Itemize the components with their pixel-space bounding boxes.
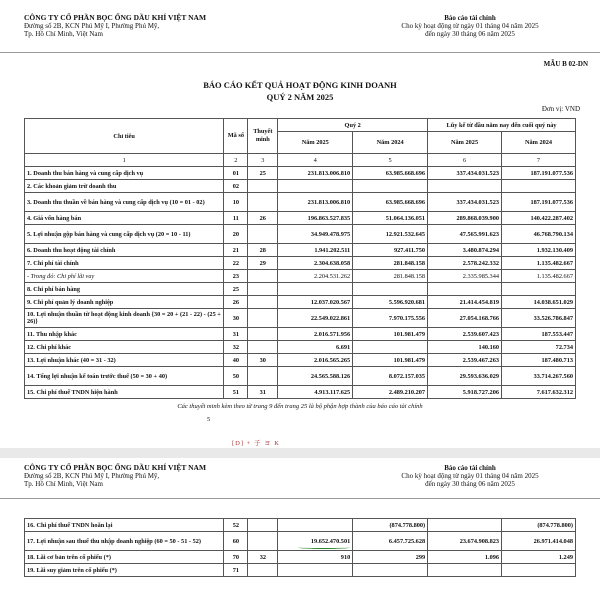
row-code: 60 xyxy=(224,532,248,551)
row-label: 3. Doanh thu thuần về bán hàng và cung cấp dịch vụ (10 = 01 - 02) xyxy=(25,193,224,212)
row-code: 71 xyxy=(224,564,248,577)
row-code: 02 xyxy=(224,180,248,193)
row-note xyxy=(248,270,278,283)
table-row xyxy=(25,212,576,225)
row-quarter-2025: 12.037.020.567 xyxy=(278,296,353,309)
row-ytd-2024: 7.617.632.312 xyxy=(502,386,576,399)
row-quarter-2025: 2.304.638.058 xyxy=(278,257,353,270)
row-quarter-2024: 63.985.668.696 xyxy=(353,167,428,180)
row-note xyxy=(248,193,278,212)
col-header-note: Thuyết minh xyxy=(248,119,278,154)
table-row xyxy=(25,519,576,532)
signature-stamp: [D] + 子 ヨ K xyxy=(232,440,280,447)
row-ytd-2024: 33.714.267.560 xyxy=(502,367,576,386)
col-index-5: 5 xyxy=(353,154,428,167)
table-row xyxy=(25,283,576,296)
row-code: 11 xyxy=(224,212,248,225)
row-label: 12. Chi phí khác xyxy=(25,341,224,354)
row-note: 29 xyxy=(248,257,278,270)
row-label: 19. Lãi suy giảm trên cổ phiếu (*) xyxy=(25,564,224,577)
row-note xyxy=(248,283,278,296)
col-index-6: 6 xyxy=(428,154,502,167)
table-row xyxy=(25,244,576,257)
row-quarter-2024: 6.457.725.628 xyxy=(353,532,428,551)
company-address-line-1-2: Đường số 2B, KCN Phú Mỹ I, Phường Phú Mỹ, xyxy=(24,472,160,480)
row-code: 22 xyxy=(224,257,248,270)
income-statement-table xyxy=(24,118,576,399)
row-code: 20 xyxy=(224,225,248,244)
period-line-1-2: Cho kỳ hoạt động từ ngày 01 tháng 04 năm 2025 xyxy=(401,472,539,480)
row-quarter-2025 xyxy=(278,283,353,296)
row-quarter-2025 xyxy=(278,519,353,532)
row-label: 5. Lợi nhuận gộp bán hàng và cung cấp dịch vụ (20 = 10 - 11) xyxy=(25,225,224,244)
row-ytd-2025: 1.096 xyxy=(428,551,502,564)
report-type-2: Báo cáo tài chính xyxy=(444,464,496,472)
row-quarter-2024: 101.981.479 xyxy=(353,328,428,341)
table-row xyxy=(25,180,576,193)
row-quarter-2025: 2.204.531.262 xyxy=(278,270,353,283)
row-code: 21 xyxy=(224,244,248,257)
row-quarter-2024: 2.489.210.207 xyxy=(353,386,428,399)
row-quarter-2024: 299 xyxy=(353,551,428,564)
table-row xyxy=(25,167,576,180)
col-header-ytd-2024: Năm 2024 xyxy=(502,132,576,154)
row-label: 15. Chi phí thuế TNDN hiện hành xyxy=(25,386,224,399)
row-ytd-2024: 187.553.447 xyxy=(502,328,576,341)
row-ytd-2025 xyxy=(428,564,502,577)
row-note xyxy=(248,564,278,577)
row-label: - Trong đó: Chi phí lãi vay xyxy=(25,270,224,283)
row-note xyxy=(248,328,278,341)
row-quarter-2024: 12.921.532.645 xyxy=(353,225,428,244)
row-ytd-2024: 14.038.651.029 xyxy=(502,296,576,309)
row-ytd-2025: 27.054.168.766 xyxy=(428,309,502,328)
row-ytd-2025: 289.868.039.900 xyxy=(428,212,502,225)
row-quarter-2025: 4.913.117.625 xyxy=(278,386,353,399)
row-label: 8. Chi phí bán hàng xyxy=(25,283,224,296)
company-header xyxy=(24,14,206,38)
row-quarter-2024: 281.848.158 xyxy=(353,270,428,283)
row-note: 26 xyxy=(248,212,278,225)
col-header-ytd: Lũy kế từ đầu năm nay đến cuối quý này xyxy=(428,119,576,132)
row-code: 10 xyxy=(224,193,248,212)
row-ytd-2025: 2.335.985.344 xyxy=(428,270,502,283)
col-header-q-2025: Năm 2025 xyxy=(278,132,353,154)
row-code: 23 xyxy=(224,270,248,283)
row-quarter-2025: 34.949.478.975 xyxy=(278,225,353,244)
row-label: 10. Lợi nhuận thuần từ hoạt động kinh doanh {30 = 20 + (21 - 22) - (25 + 26)} xyxy=(25,309,224,328)
row-quarter-2024 xyxy=(353,180,428,193)
row-quarter-2025: 2.016.571.956 xyxy=(278,328,353,341)
row-quarter-2024: 63.985.668.696 xyxy=(353,193,428,212)
company-address-line-2: Tp. Hồ Chí Minh, Việt Nam xyxy=(24,30,103,38)
row-ytd-2024: 1.135.482.667 xyxy=(502,257,576,270)
row-code: 25 xyxy=(224,283,248,296)
row-quarter-2025: 1.941.202.511 xyxy=(278,244,353,257)
row-ytd-2024: 187.480.713 xyxy=(502,354,576,367)
row-note xyxy=(248,532,278,551)
report-page-2 xyxy=(0,458,600,600)
table-row xyxy=(25,551,576,564)
row-ytd-2025: 140.160 xyxy=(428,341,502,354)
row-ytd-2025: 3.480.874.294 xyxy=(428,244,502,257)
row-ytd-2025: 337.434.031.523 xyxy=(428,167,502,180)
row-label: 13. Lợi nhuận khác (40 = 31 - 32) xyxy=(25,354,224,367)
row-ytd-2024: 140.422.287.402 xyxy=(502,212,576,225)
row-ytd-2024: 1.135.482.667 xyxy=(502,270,576,283)
row-ytd-2024 xyxy=(502,283,576,296)
row-code: 01 xyxy=(224,167,248,180)
row-label: 2. Các khoản giảm trừ doanh thu xyxy=(25,180,224,193)
row-code: 30 xyxy=(224,309,248,328)
row-note xyxy=(248,309,278,328)
row-note xyxy=(248,367,278,386)
row-ytd-2025 xyxy=(428,180,502,193)
row-quarter-2024: 281.848.158 xyxy=(353,257,428,270)
row-ytd-2024 xyxy=(502,180,576,193)
report-title: BÁO CÁO KẾT QUẢ HOẠT ĐỘNG KINH DOANH xyxy=(203,80,397,90)
row-quarter-2025 xyxy=(278,564,353,577)
form-code: MẪU B 02-DN xyxy=(543,60,588,68)
table-row xyxy=(25,354,576,367)
row-ytd-2025: 337.434.031.523 xyxy=(428,193,502,212)
row-label: 4. Giá vốn hàng bán xyxy=(25,212,224,225)
table-row xyxy=(25,367,576,386)
row-code: 40 xyxy=(224,354,248,367)
col-index-7: 7 xyxy=(502,154,576,167)
currency-unit: Đơn vị: VND xyxy=(541,105,580,113)
row-quarter-2024: 101.981.479 xyxy=(353,354,428,367)
table-row xyxy=(25,328,576,341)
row-ytd-2024: 46.768.790.134 xyxy=(502,225,576,244)
row-note: 30 xyxy=(248,354,278,367)
col-index-1: 1 xyxy=(25,154,224,167)
row-quarter-2025: 6.691 xyxy=(278,341,353,354)
row-quarter-2025: 196.863.527.835 xyxy=(278,212,353,225)
row-ytd-2024: 26.971.414.048 xyxy=(502,532,576,551)
col-index-3: 3 xyxy=(248,154,278,167)
row-quarter-2024: (874.778.800) xyxy=(353,519,428,532)
table-row xyxy=(25,257,576,270)
row-note xyxy=(248,341,278,354)
row-ytd-2024: 187.191.077.536 xyxy=(502,193,576,212)
row-note: 25 xyxy=(248,167,278,180)
table-row xyxy=(25,309,576,328)
row-code: 31 xyxy=(224,328,248,341)
table-row xyxy=(25,341,576,354)
page-number: 5 xyxy=(207,416,211,423)
company-name-2: CÔNG TY CỔ PHẦN BỌC ỐNG DẦU KHÍ VIỆT NAM xyxy=(24,463,207,472)
row-quarter-2024: 5.596.920.681 xyxy=(353,296,428,309)
row-code: 51 xyxy=(224,386,248,399)
row-note: 31 xyxy=(248,386,278,399)
row-code: 52 xyxy=(224,519,248,532)
row-quarter-2025: 2.016.565.265 xyxy=(278,354,353,367)
report-subtitle: QUÝ 2 NĂM 2025 xyxy=(266,92,334,102)
company-header-2 xyxy=(24,464,206,488)
company-address-line-2-2: Tp. Hồ Chí Minh, Việt Nam xyxy=(24,480,103,488)
row-ytd-2025: 29.593.636.029 xyxy=(428,367,502,386)
row-quarter-2024: 7.970.175.556 xyxy=(353,309,428,328)
row-ytd-2024: 72.734 xyxy=(502,341,576,354)
row-quarter-2025: 22.549.022.861 xyxy=(278,309,353,328)
col-header-code: Mã số xyxy=(224,119,248,154)
header-divider xyxy=(0,52,600,53)
row-note: 28 xyxy=(248,244,278,257)
company-address-line-1: Đường số 2B, KCN Phú Mỹ I, Phường Phú Mỹ, xyxy=(24,22,160,30)
row-label: 9. Chi phí quản lý doanh nghiệp xyxy=(25,296,224,309)
row-note: 32 xyxy=(248,551,278,564)
row-code: 50 xyxy=(224,367,248,386)
green-underline-annotation xyxy=(298,546,350,549)
row-ytd-2024: 187.191.077.536 xyxy=(502,167,576,180)
row-quarter-2024: 927.411.750 xyxy=(353,244,428,257)
row-ytd-2025: 2.539.607.423 xyxy=(428,328,502,341)
row-quarter-2024: 8.072.157.035 xyxy=(353,367,428,386)
table-row xyxy=(25,225,576,244)
row-ytd-2025: 21.414.454.819 xyxy=(428,296,502,309)
col-index-2: 2 xyxy=(224,154,248,167)
table-row xyxy=(25,296,576,309)
row-code: 26 xyxy=(224,296,248,309)
row-label: 17. Lợi nhuận sau thuế thu nhập doanh nghiệp (60 = 50 - 51 - 52) xyxy=(25,532,224,551)
row-ytd-2025: 2.539.467.263 xyxy=(428,354,502,367)
table-row xyxy=(25,386,576,399)
table-row xyxy=(25,193,576,212)
col-index-4: 4 xyxy=(278,154,353,167)
row-ytd-2024: 33.526.786.847 xyxy=(502,309,576,328)
row-label: 18. Lãi cơ bản trên cổ phiếu (*) xyxy=(25,551,224,564)
table-row xyxy=(25,564,576,577)
row-code: 70 xyxy=(224,551,248,564)
row-ytd-2025: 2.578.242.332 xyxy=(428,257,502,270)
row-ytd-2024: 1.932.130.409 xyxy=(502,244,576,257)
period-line-1: Cho kỳ hoạt động từ ngày 01 tháng 04 năm 2025 xyxy=(401,22,539,30)
row-note xyxy=(248,225,278,244)
row-quarter-2024 xyxy=(353,341,428,354)
col-header-item: Chỉ tiêu xyxy=(25,119,224,154)
row-quarter-2025: 231.813.006.810 xyxy=(278,167,353,180)
row-label: 14. Tổng lợi nhuận kế toán trước thuế (50 = 30 + 40) xyxy=(25,367,224,386)
report-period-header xyxy=(380,14,560,38)
report-period-header-2 xyxy=(380,464,560,488)
period-line-2-2: đến ngày 30 tháng 06 năm 2025 xyxy=(425,480,515,488)
row-label: 7. Chi phí tài chính xyxy=(25,257,224,270)
row-quarter-2025: 24.565.588.126 xyxy=(278,367,353,386)
row-quarter-2025: 19.652.470.501 xyxy=(278,532,353,551)
period-line-2: đến ngày 30 tháng 06 năm 2025 xyxy=(425,30,515,38)
row-ytd-2025 xyxy=(428,283,502,296)
row-quarter-2025 xyxy=(278,180,353,193)
col-header-quarter: Quý 2 xyxy=(278,119,428,132)
row-quarter-2025: 231.813.006.810 xyxy=(278,193,353,212)
row-quarter-2024: 51.064.136.051 xyxy=(353,212,428,225)
row-note xyxy=(248,180,278,193)
row-code: 32 xyxy=(224,341,248,354)
row-ytd-2024 xyxy=(502,564,576,577)
row-label: 11. Thu nhập khác xyxy=(25,328,224,341)
row-note xyxy=(248,296,278,309)
col-header-q-2024: Năm 2024 xyxy=(353,132,428,154)
report-type: Báo cáo tài chính xyxy=(444,14,496,22)
row-ytd-2024: 1.249 xyxy=(502,551,576,564)
row-quarter-2025: 910 xyxy=(278,551,353,564)
row-ytd-2025: 5.918.727.206 xyxy=(428,386,502,399)
header-divider-2 xyxy=(0,498,600,499)
row-note xyxy=(248,519,278,532)
row-ytd-2025: 47.565.991.623 xyxy=(428,225,502,244)
row-quarter-2024 xyxy=(353,564,428,577)
col-header-ytd-2025: Năm 2025 xyxy=(428,132,502,154)
footnote: Các thuyết minh kèm theo từ trang 9 đến trang 25 là bộ phận hợp thành của báo cáo tài chính xyxy=(177,403,423,410)
row-quarter-2024 xyxy=(353,283,428,296)
table-row xyxy=(25,270,576,283)
row-label: 16. Chi phí thuế TNDN hoãn lại xyxy=(25,519,224,532)
row-label: 6. Doanh thu hoạt động tài chính xyxy=(25,244,224,257)
row-label: 1. Doanh thu bán hàng và cung cấp dịch vụ xyxy=(25,167,224,180)
row-ytd-2025: 23.674.908.823 xyxy=(428,532,502,551)
company-name: CÔNG TY CỔ PHẦN BỌC ỐNG DẦU KHÍ VIỆT NAM xyxy=(24,13,207,22)
row-ytd-2024: (874.778.800) xyxy=(502,519,576,532)
row-ytd-2025 xyxy=(428,519,502,532)
